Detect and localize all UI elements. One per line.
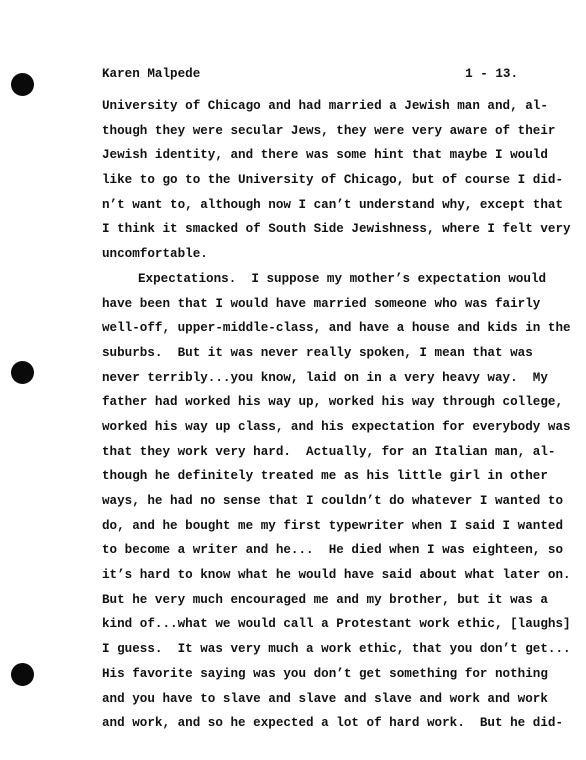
text-line: I guess. It was very much a work ethic, that you don’t get... <box>102 642 571 657</box>
header-page-number: 1 - 13. <box>465 67 518 81</box>
binder-hole <box>11 663 34 686</box>
text-line: it’s hard to know what he would have said about what later on. <box>102 568 571 583</box>
text-line: have been that I would have married someone who was fairly <box>102 296 541 311</box>
text-line: University of Chicago and had married a Jewish man and, al- <box>102 99 548 113</box>
text-line: that they work very hard. Actually, for an Italian man, al- <box>102 444 556 459</box>
page-header <box>102 67 518 83</box>
text-line: kind of...what we would call a Protestant work ethic, [laughs] <box>102 617 571 632</box>
binder-hole <box>11 73 34 96</box>
binder-hole <box>11 361 34 384</box>
text-line: ways, he had no sense that I couldn’t do whatever I wanted to <box>102 494 564 508</box>
text-line: well-off, upper-middle-class, and have a house and kids in the <box>102 321 571 336</box>
text-line: father had worked his way up, worked his way through college, <box>102 395 564 410</box>
text-line: like to go to the University of Chicago, but of course I did- <box>102 173 564 188</box>
text-line: to become a writer and he... He died when I was eighteen, so <box>102 543 564 558</box>
text-line: But he very much encouraged me and my brother, but it was a <box>102 592 548 607</box>
header-author: Karen Malpede <box>102 67 201 81</box>
text-line: never terribly...you know, laid on in a very heavy way. My <box>102 370 548 385</box>
paragraph-start-line: Expectations. I suppose my mother’s expectation would <box>138 271 547 286</box>
text-line: and work, and so he expected a lot of hard work. But he did- <box>102 716 564 731</box>
text-line: n’t want to, although now I can’t understand why, except that <box>102 197 564 212</box>
text-line: uncomfortable. <box>102 247 208 262</box>
transcript-body <box>102 98 571 740</box>
text-line: though they were secular Jews, they were very aware of their <box>102 123 556 138</box>
text-line: worked his way up class, and his expectation for everybody was <box>102 419 571 434</box>
text-line: I think it smacked of South Side Jewishness, where I felt very <box>102 222 571 237</box>
text-line: His favorite saying was you don’t get something for nothing <box>102 666 548 681</box>
text-line: suburbs. But it was never really spoken, I mean that was <box>102 345 533 360</box>
text-line: though he definitely treated me as his little girl in other <box>102 469 548 484</box>
text-line: Jewish identity, and there was some hint that maybe I would <box>102 148 548 163</box>
text-line: do, and he bought me my first typewriter when I said I wanted <box>102 518 564 533</box>
text-line: and you have to slave and slave and slave and work and work <box>102 691 548 706</box>
